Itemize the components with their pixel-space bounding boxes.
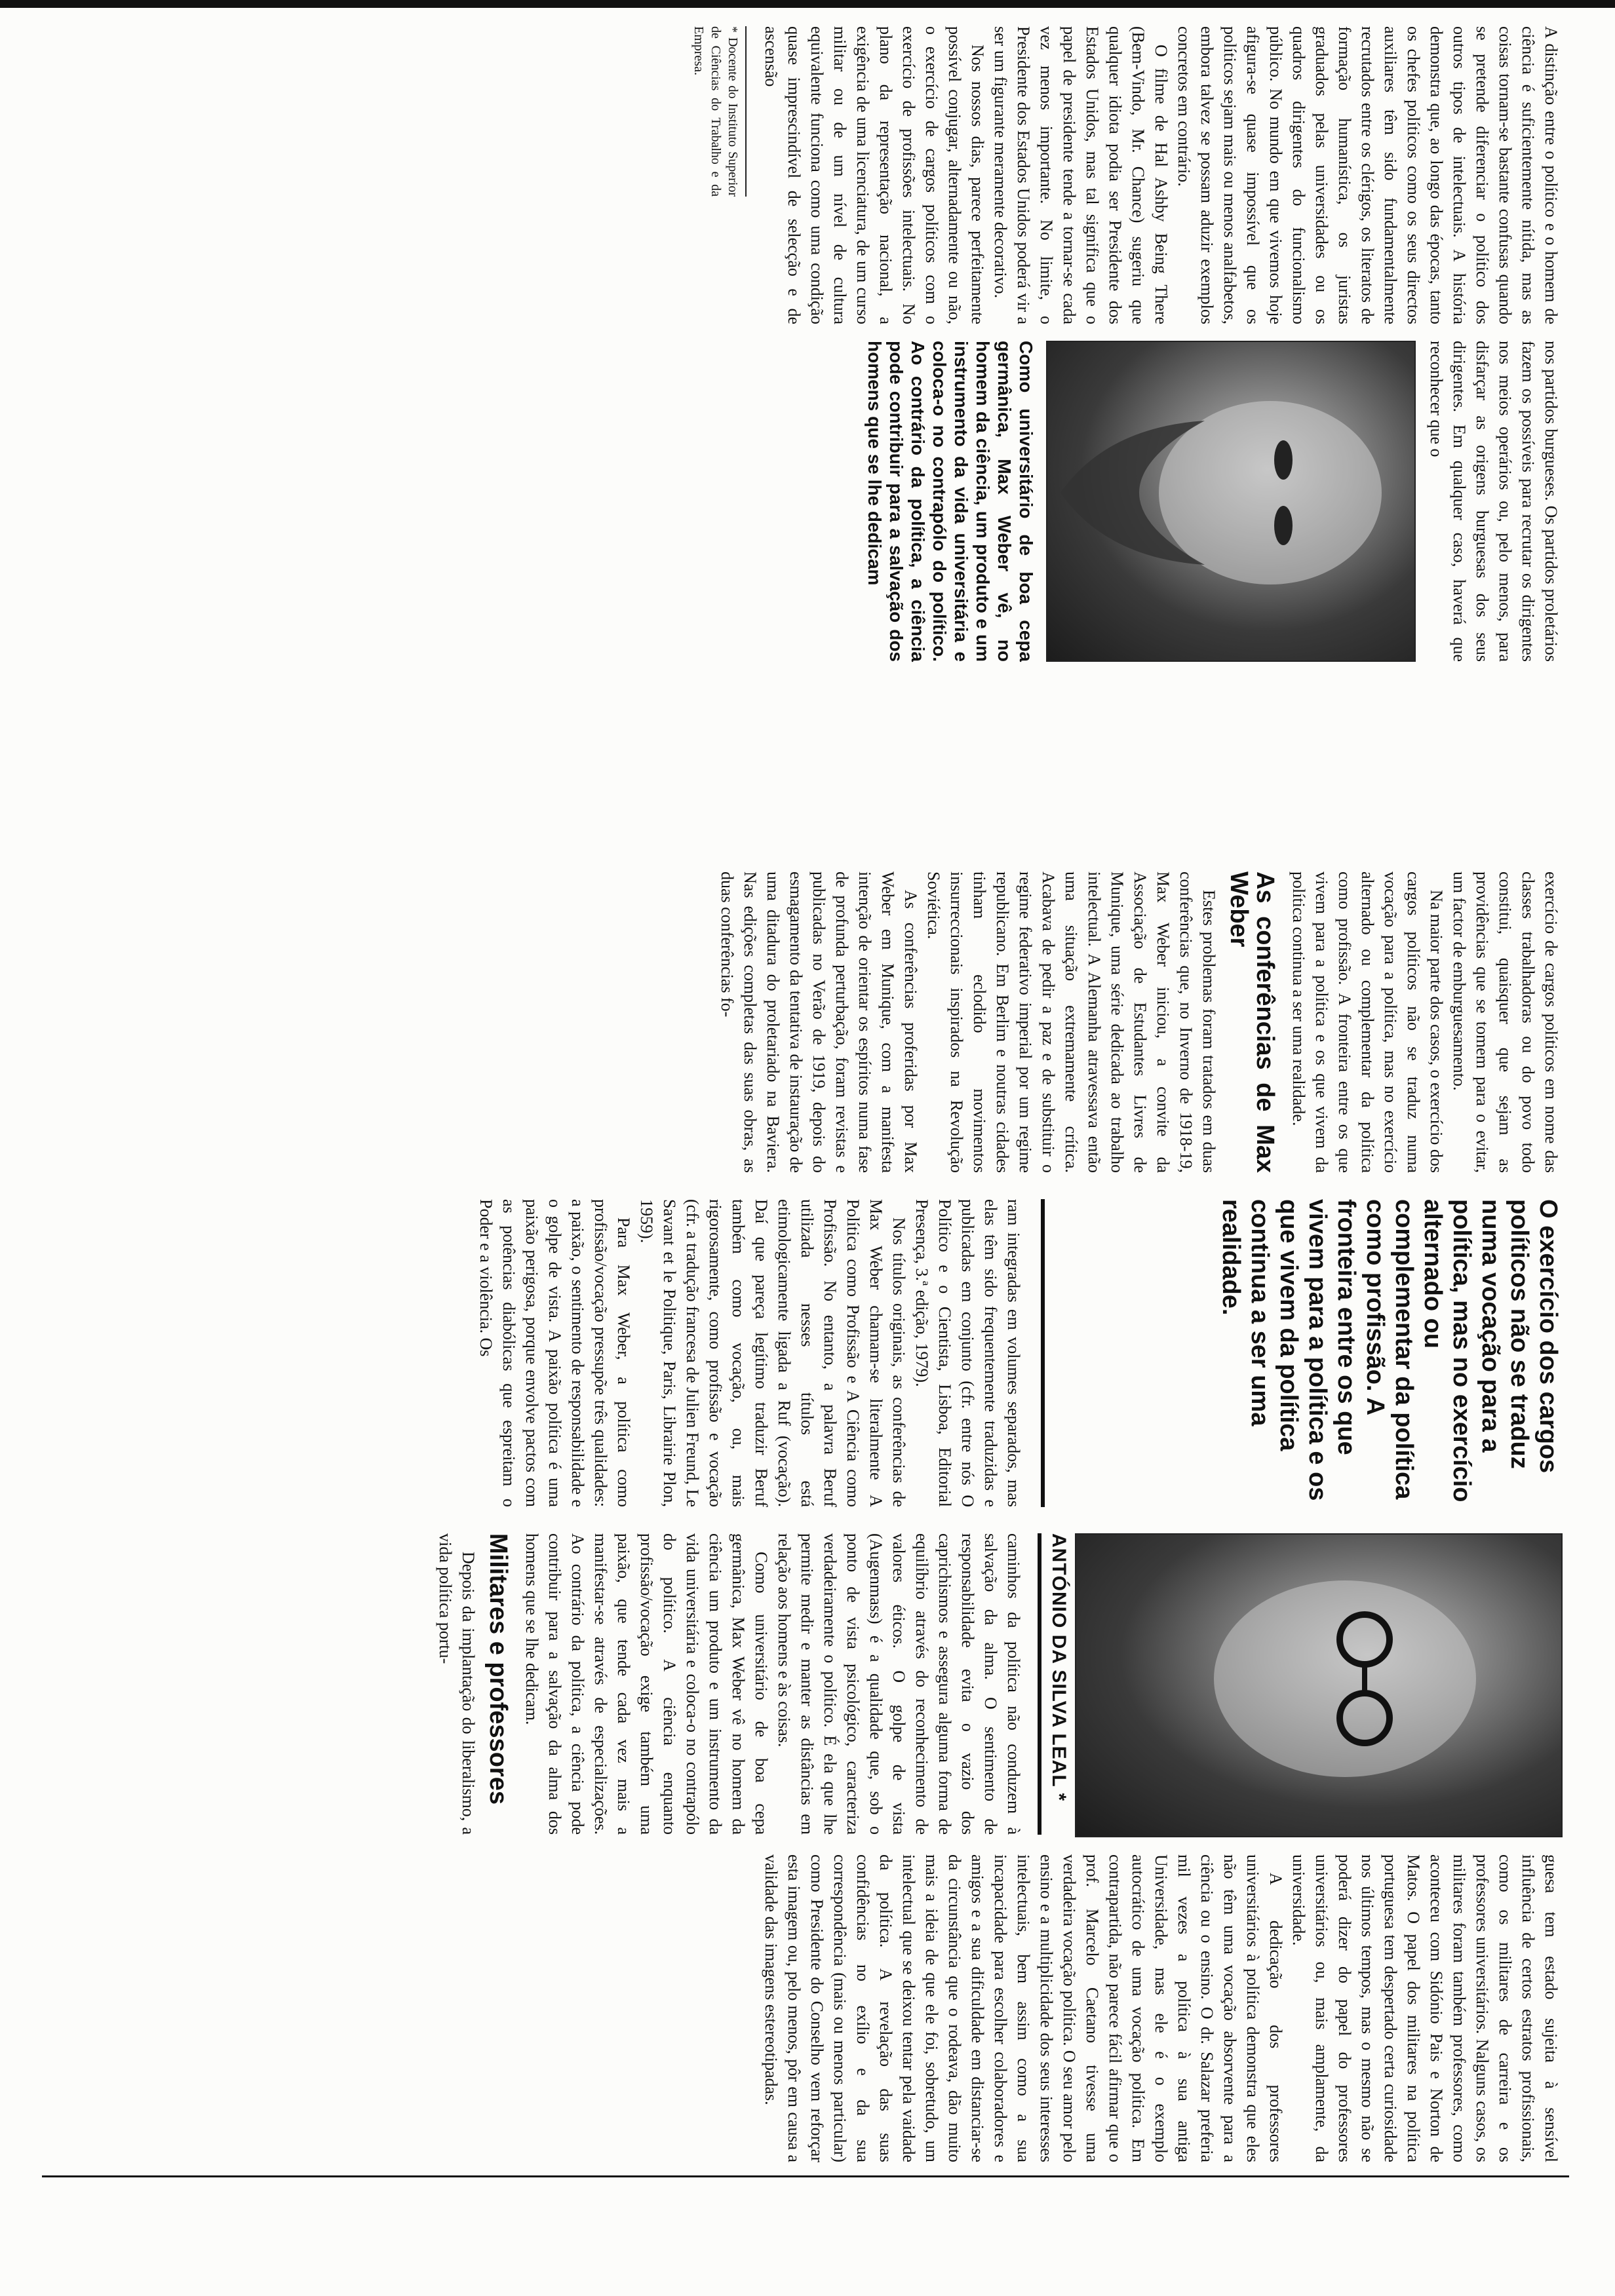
- section-subhead: Militares e professores: [484, 1533, 512, 1805]
- paragraph: Como universitário de boa cepa germânica, Max Weber vê no homem da ciência um produto e um instrumento da vida universitária e coloca-o no contrapólo do político. A ciência enquanto profissão/vocação exige também uma paixão, que tende cada vez mais a manifestar-se através de especializações. Ao contrário da política, a ciência pode contribuir para a salvação da alma dos homens que se lhe dedicam.: [522, 1533, 771, 1835]
- pull-quote-rule: [1041, 1199, 1045, 1507]
- paragraph: As conferências proferidas por Max Weber em Munique, com a manifesta intenção de orientar os espíritos numa fase de profunda perturbação, foram revistas e publicadas no Verão de 1919, depois do esmagamento da tentativa de instauração de uma ditadura do proletariado na Baviera. Nas edições completas das suas obras, as duas conferências fo-: [718, 871, 920, 1173]
- paragraph: A dedicação dos professores universitários à política demonstra que eles não têm uma vocação absorvente para a ciência ou o ensino. O dr. Salazar preferia mil vezes a política à sua antiga Universidade, mas ele é o exemplo autocrático de uma vocação política. Em contrapartida, não parece fácil afirmar que o prof. Marcelo Caetano tivesse uma verdadeira vocação política. O seu amor pelo ensino e a multiplicidade dos seus interesses intelectuais, bem assim como a sua incapacidade para escolher colaboradores e amigos e a sua dificuldade em distanciar-se da circunstância que o rodeava, dão muito mais a ideia de que ele foi, sobretudo, um intelectual que se deixou tentar pela vaidade da política. A revelação das suas confidências no exílio e da sua correspondência (mais ou menos particular) como Presidente do Conselho vem reforçar esta imagem ou, pelo menos, pôr em causa a validade das imagens estereotipadas.: [762, 1854, 1285, 2162]
- column-rule-right: [42, 2175, 1569, 2177]
- paragraph: Estes problemas foram tratados em duas conferências que, no Inverno de 1918-19, Max Weber iniciou, a convite da Associação de Estudantes Livres de Munique, uma série dedicada ao trabalho intelectual. A Alemanha atravessava então uma situação extremamente crítica. Acabava de pedir a paz e de substituir o regime federativo imperial por um regime republicano. Em Berlim e noutras cidades tinham eclodido movimentos insurreccionais inspirados na Revolução Soviética.: [924, 871, 1218, 1173]
- paragraph: Depois da implantação do liberalismo, a vida política portu-: [436, 1533, 478, 1835]
- paragraph: Nos títulos originais, as conferências de Max Weber chamam-se literalmente A Política como Profissão e A Ciência como Profissão. No entanto, a palavra Beruf utilizada nesses títulos está etimologicamente ligada a Ruf (vocação). Daí que pareça legítimo traduzir Beruf também como vocação, ou, mais rigorosamente, como profissão e vocação (cfr. a tradução francesa de Julien Freund, Le Savant et le Politique, Paris, Librairie Plon, 1959).: [637, 1199, 908, 1507]
- paragraph: O filme de Hal Ashby Being There (Bem-Vindo, Mr. Chance) sugeriu que qualquer idiota podia ser Presidente dos Estados Unidos, mas tal significa que o papel de presidente tende a tornar-se cada vez menos importante. No limite, o Presidente dos Estados Unidos poderá vir a ser um figurante meramente decorativo.: [991, 26, 1171, 324]
- paragraph: A distinção entre o político e o homem de ciência é suficientemente nítida, mas as coisas tornam-se bastante confusas quando se pretende diferenciar o político dos outros tipos de intelectuais. A história demonstra que, ao longo das épocas, tanto os chefes políticos como os seus directos auxiliares têm sido fundamentalmente recrutados entre os clérigos, os literatos de formação humanística, os juristas graduados pelas universidades ou os quadros dirigentes do funcionalismo público. No mundo em que vivemos hoje afigura-se quase impossível que os políticos sejam mais ou menos analfabetos, embora talvez se possam aduzir exemplos concretos em contrário.: [1175, 26, 1561, 324]
- article-column-5: [434, 1533, 1025, 1835]
- section-subhead: As conferências de Max Weber: [1225, 871, 1279, 1173]
- paragraph: Na maior parte dos casos, o exercício dos cargos políticos não se traduz numa vocação para a política, mas no exercício alternado ou complementar da política como profissão. A fronteira entre os que vivem para a política e os que vivem da política continua a ser uma realidade.: [1289, 871, 1446, 1173]
- article-column-2: [864, 341, 1563, 662]
- author-portrait-icon: [1076, 1535, 1561, 1836]
- paragraph: Para Max Weber, a política como profissão/vocação pressupõe três qualidades: a paixão, o sentimento de responsabilidade e o golpe de vista. A paixão política é uma paixão perigosa, porque envolve pactos com as potências diabólicas que espreitam o Poder e a violência. Os: [477, 1199, 633, 1507]
- article-column-1: [690, 26, 1563, 324]
- max-weber-photo: [1046, 341, 1416, 662]
- pull-quote: O exercício dos cargos políticos não se traduz numa vocação para a política, mas no exercício alternado ou complementar da política como profissão. A fronteira entre os que vivem para a política e os que vivem da política continua a ser uma realidade.: [1217, 1199, 1562, 1502]
- paragraph: exercício de cargos políticos em nome das classes trabalhadoras ou do povo todo constitui, quaisquer que sejam as providências que se tomem para o evitar, um factor de emburguesamento.: [1450, 871, 1561, 1173]
- author-footnote: * Docente do Instituto Superior de Ciências do Trabalho e da Empresa.: [690, 26, 747, 197]
- paragraph: Nos nossos dias, parece perfeitamente possível conjugar, alternadamente ou não, o exercício de cargos políticos com o exercício de profissões intelectuais. No plano da representação nacional, a exigência de uma licenciatura, de um curso militar ou de um nível de cultura equivalente funciona como uma condição quase imprescindível de selecção e de ascensão: [762, 26, 987, 324]
- paragraph: ram integradas em volumes separados, mas elas têm sido frequentemente traduzidas e publicadas em conjunto (cfr. entre nós O Político e o Cientista, Lisboa, Editorial Presença, 3.ª edição, 1979).: [912, 1199, 1023, 1507]
- byline-rule: [1038, 1533, 1041, 1835]
- photo-caption: Como universitário de boa cepa germânica, Max Weber vê, no homem da ciência, um produto e um instrumento da vida universitária e coloca-o no contrapólo do político. Ao contrário da política, a ciência pode contribuir para a salvação dos homens que se lhe dedicam: [865, 341, 1036, 662]
- author-photo: [1075, 1533, 1563, 1837]
- page-edge-rule: [0, 0, 1615, 8]
- author-byline: ANTÓNIO DA SILVA LEAL *: [1048, 1533, 1070, 1802]
- paragraph: guesa tem estado sujeita à sensível influência de certos estratos profissionais, como os militares de carreira e os professores universitários. Nalguns casos, os militares foram também professores, como aconteceu com Sidónio Pais e Norton de Matos. O papel dos militares na política portuguesa tem despertado certa curiosidade nos últimos tempos, mas o mesmo não se poderá dizer do papel do professores universitários ou, mais amplamente, da universidade.: [1289, 1854, 1561, 2162]
- article-column-6: [760, 1854, 1563, 2162]
- paragraph: caminhos da política não conduzem à salvação da alma. O sentimento de responsabilidade evita o vazio dos caprichismos e assegura alguma forma de equilíbrio através do reconhecimento de valores éticos. O golpe de vista (Augenmass) é a qualidade que, sob o ponto de vista psicológico, caracteriza verdadeiramente o político. É ela que lhe permite medir e manter as distâncias em relação aos homens e às coisas.: [775, 1533, 1023, 1835]
- paragraph: nos partidos burgueses. Os partidos proletários fazem os possíveis para recrutar os dirigentes nos meios operários ou, pelo menos, para disfarçar as origens burguesas dos seus dirigentes. Em qualquer caso, haverá que reconhecer que o: [1427, 341, 1561, 662]
- article-column-4: [475, 1199, 1025, 1507]
- article-column-3: [716, 871, 1563, 1173]
- portrait-silhouette-icon: [1047, 342, 1414, 660]
